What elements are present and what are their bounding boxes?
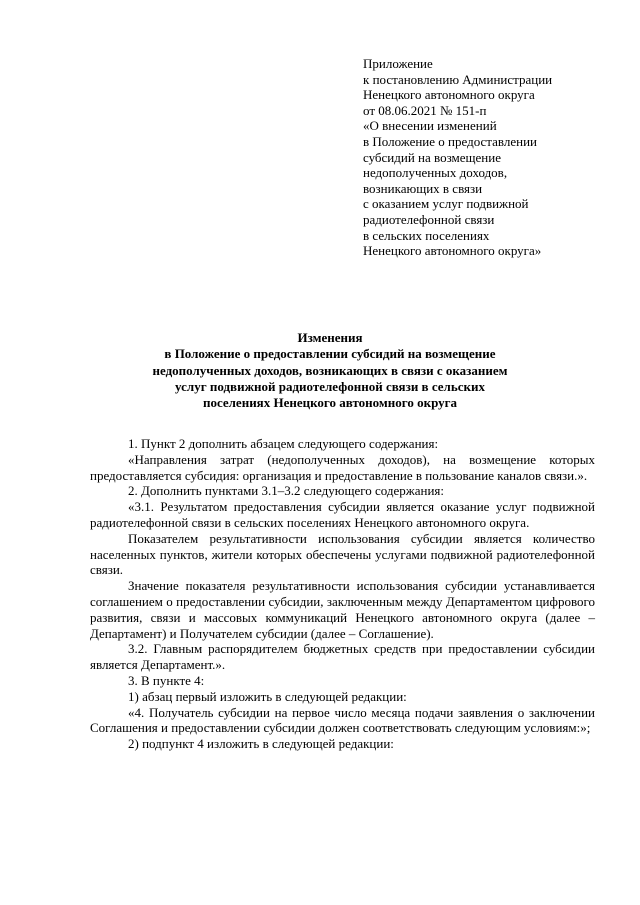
paragraph: 3. В пункте 4: (128, 672, 205, 688)
paragraph: 1. Пункт 2 дополнить абзацем следующего содержания: (128, 436, 439, 451)
appendix-line: в сельских поселениях (363, 227, 490, 243)
appendix-line: в Положение о предоставлении (363, 133, 538, 149)
paragraph: «Направления затрат (недополученных доходов), на возмещение которых предоставляется субсидия: организация и предоставление в пользование каналов связи.». (90, 451, 595, 483)
appendix-line: возникающих в связи (363, 180, 483, 196)
appendix-line: субсидий на возмещение (363, 149, 501, 165)
title-line: Изменения (297, 330, 363, 345)
appendix-line: с оказанием услуг подвижной (363, 196, 529, 212)
paragraph: 3.2. Главным распорядителем бюджетных средств при предоставлении субсидии является Департамент.». (90, 641, 595, 673)
document-title (90, 330, 570, 411)
appendix-line: «О внесении изменений (363, 118, 497, 134)
appendix-line: от 08.06.2021 № 151-п (363, 102, 487, 118)
paragraph: 2) подпункт 4 изложить в следующей редакции: (128, 736, 394, 752)
paragraph: «4. Получатель субсидии на первое число месяца подачи заявления о заключении Соглашения и предоставлении субсидии должен соответствовать следующим условиям:»; (90, 704, 595, 736)
paragraph: Показателем результативности использования субсидии является количество населенных пунктов, жители которых обеспечены услугами подвижной радиотелефонной связи. (90, 530, 595, 578)
appendix-line: недополученных доходов, (363, 165, 508, 181)
appendix-block (363, 56, 613, 259)
appendix-line: Ненецкого автономного округа» (363, 243, 542, 259)
title-line: в Положение о предоставлении субсидий на возмещение (164, 346, 496, 362)
title-line: поселениях Ненецкого автономного округа (202, 395, 458, 411)
appendix-line: радиотелефонной связи (363, 211, 495, 227)
appendix-line: к постановлению Администрации (363, 71, 553, 87)
title-line: недополученных доходов, возникающих в связи с оказанием (152, 362, 508, 378)
document-body (90, 436, 595, 752)
appendix-line: Ненецкого автономного округа (363, 87, 535, 103)
title-line: услуг подвижной радиотелефонной связи в сельских (175, 378, 485, 394)
appendix-line: Приложение (363, 56, 433, 71)
paragraph: «3.1. Результатом предоставления субсидии является оказание услуг подвижной радиотелефонной связи в сельских поселениях Ненецкого автономного округа. (90, 499, 595, 530)
paragraph: 2. Дополнить пунктами 3.1–3.2 следующего содержания: (128, 483, 445, 499)
paragraph: 1) абзац первый изложить в следующей редакции: (128, 688, 407, 704)
paragraph: Значение показателя результативности использования субсидии устанавливается соглашением о предоставлении субсидии, заключенным между Департаментом цифрового развития, связи и массовых коммуникаций Ненецкого автономного округа (далее – Департамент) и Получателем субсидии (далее – Соглашение). (90, 578, 595, 641)
